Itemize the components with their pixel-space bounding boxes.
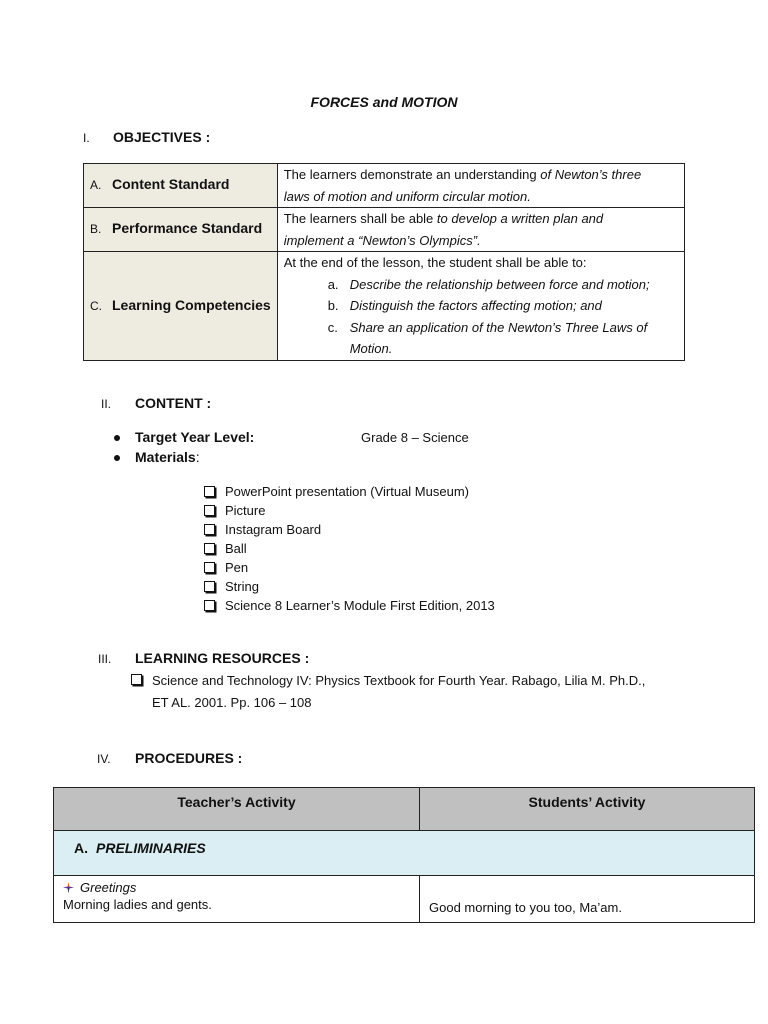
learning-competencies-text-cell	[277, 252, 684, 361]
list-item	[204, 501, 495, 520]
competencies-list	[284, 274, 678, 360]
item-text: Share an application of the Newton’s Three Laws of	[349, 319, 648, 335]
section-letter: A.	[74, 840, 88, 856]
checkbox-icon	[204, 486, 215, 497]
teacher-line: Morning ladies and gents.	[63, 897, 212, 912]
item-letter: c.	[327, 319, 338, 335]
list-item	[204, 482, 495, 501]
list-item	[204, 539, 495, 558]
target-year-label: Target Year Level:	[135, 429, 255, 445]
objectives-table	[83, 163, 685, 361]
target-year-value: Grade 8 – Science	[361, 430, 469, 445]
list-item	[204, 558, 495, 577]
content-standard-text-plain: The learners demonstrate an understanding	[283, 167, 541, 182]
content-heading: CONTENT :	[135, 395, 212, 411]
teacher-activity-header: Teacher’s Activity	[54, 788, 420, 831]
row-name: Learning Competencies	[112, 296, 271, 313]
objectives-heading: OBJECTIVES :	[113, 129, 211, 145]
performance-standard-text-plain: The learners shall be able	[283, 211, 437, 226]
materials-list	[204, 482, 495, 615]
procedures-heading: PROCEDURES :	[135, 750, 243, 766]
performance-standard-row	[84, 208, 685, 252]
preliminaries-row	[54, 831, 755, 876]
materials-label-wrap	[135, 449, 200, 465]
performance-standard-label-cell	[84, 208, 278, 252]
list-item	[328, 295, 678, 317]
performance-standard-text-italic-1: to develop a written plan and	[436, 211, 604, 226]
content-standard-label-cell	[84, 164, 278, 208]
resources-heading: LEARNING RESOURCES :	[135, 650, 310, 666]
content-standard-text-italic-1: of Newton’s three	[540, 167, 642, 182]
procedures-header-row	[54, 788, 755, 831]
performance-standard-text-italic-2: implement a “Newton’s Olympics”.	[283, 232, 481, 248]
materials-colon: :	[195, 449, 200, 465]
item-text: Describe the relationship between force and motion;	[349, 276, 650, 292]
resource-line-2: ET AL. 2001. Pp. 106 – 108	[152, 695, 312, 710]
item-text: Distinguish the factors affecting motion; and	[349, 298, 602, 313]
checkbox-icon	[204, 524, 215, 535]
learning-competencies-row	[84, 252, 685, 361]
row-letter: B.	[90, 222, 102, 237]
row-letter: A.	[90, 178, 102, 193]
content-standard-row	[84, 164, 685, 208]
section-title: PRELIMINARIES	[96, 840, 206, 856]
bullet-icon	[114, 455, 120, 461]
materials-label: Materials	[135, 449, 196, 465]
material-text: Science 8 Learner’s Module First Edition, 2013	[225, 598, 495, 613]
row-name: Content Standard	[112, 176, 230, 193]
checkbox-icon	[131, 674, 142, 685]
list-item	[204, 520, 495, 539]
teacher-cell	[54, 876, 420, 923]
material-text: Ball	[225, 541, 247, 556]
procedures-table	[53, 787, 755, 923]
checkbox-icon	[204, 581, 215, 592]
item-text: Motion.	[349, 341, 393, 356]
procedures-number: IV.	[97, 752, 111, 766]
material-text: Pen	[225, 560, 249, 575]
student-cell	[420, 876, 755, 923]
row-letter: C.	[90, 298, 102, 313]
preliminaries-cell	[54, 831, 755, 876]
list-item	[204, 596, 495, 615]
checkbox-icon	[204, 562, 215, 573]
resource-line-1: Science and Technology IV: Physics Textbook for Fourth Year. Rabago, Lilia M. Ph.D.,	[152, 673, 646, 688]
item-letter	[328, 338, 350, 360]
resources-number: III.	[98, 652, 112, 666]
item-letter: b.	[327, 298, 339, 313]
checkbox-icon	[204, 543, 215, 554]
list-item	[328, 274, 678, 296]
table-row	[54, 876, 755, 923]
content-standard-text-cell	[277, 164, 684, 208]
document-title: FORCES and MOTION	[310, 94, 458, 110]
learning-competencies-label-cell	[84, 252, 278, 361]
content-standard-text-italic-2: laws of motion and uniform circular motion.	[283, 188, 531, 204]
list-item	[328, 338, 678, 360]
material-text: Picture	[225, 503, 266, 518]
material-text: PowerPoint presentation (Virtual Museum)	[225, 484, 469, 499]
material-text: Instagram Board	[225, 522, 322, 537]
material-text: String	[225, 579, 259, 594]
competencies-intro: At the end of the lesson, the student shall be able to:	[283, 255, 587, 270]
list-item	[204, 577, 495, 596]
greetings-line	[63, 880, 419, 895]
students-activity-header: Students’ Activity	[420, 788, 755, 831]
greetings-label: Greetings	[80, 880, 137, 895]
bullet-icon	[114, 435, 120, 441]
checkbox-icon	[204, 600, 215, 611]
performance-standard-text-cell	[277, 208, 684, 252]
row-name: Performance Standard	[112, 220, 263, 237]
sparkle-bullet-icon	[63, 882, 74, 893]
item-letter: a.	[327, 276, 339, 292]
list-item	[328, 317, 678, 339]
student-line: Good morning to you too, Ma’am.	[429, 900, 622, 915]
checkbox-icon	[204, 505, 215, 516]
objectives-number: I.	[83, 131, 90, 145]
content-number: II.	[101, 397, 112, 411]
